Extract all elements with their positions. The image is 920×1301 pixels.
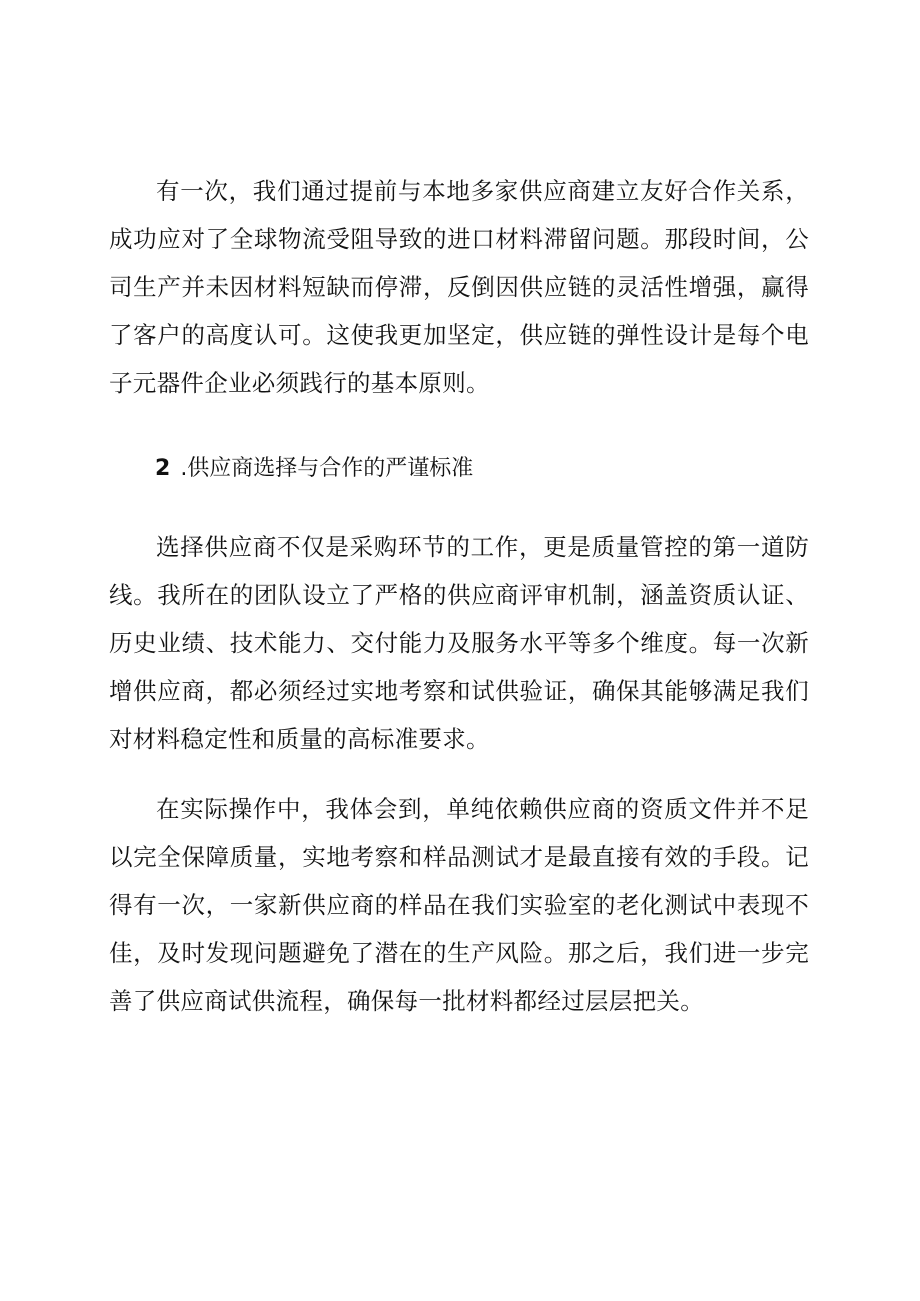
body-paragraph-3: 在实际操作中，我体会到，单纯依赖供应商的资质文件并不足以完全保障质量，实地考察和样品测试才是最直接有效的手段。记得有一次，一家新供应商的样品在我们实验室的老化测试中表现不佳，及时发现问题避免了潜在的生产风险。那之后，我们进一步完善了供应商试供流程，确保每一批材料都经过层层把关。	[109, 795, 809, 1015]
section-number: 2	[155, 456, 171, 481]
body-paragraph-2: 选择供应商不仅是采购环节的工作，更是质量管控的第一道防线。我所在的团队设立了严格的供应商评审机制，涵盖资质认证、历史业绩、技术能力、交付能力及服务水平等多个维度。每一次新增供应商，都必须经过实地考察和试供验证，确保其能够满足我们对材料稳定性和质量的高标准要求。	[109, 533, 809, 753]
body-paragraph-1: 有一次，我们通过提前与本地多家供应商建立友好合作关系，成功应对了全球物流受阻导致的进口材料滞留问题。那段时间，公司生产并未因材料短缺而停滞，反倒因供应链的灵活性增强，赢得了客户的高度认可。这使我更加坚定，供应链的弹性设计是每个电子元器件企业必须践行的基本原则。	[109, 177, 809, 397]
section-title: .供应商选择与合作的严谨标准	[180, 456, 474, 481]
section-heading	[155, 449, 473, 489]
